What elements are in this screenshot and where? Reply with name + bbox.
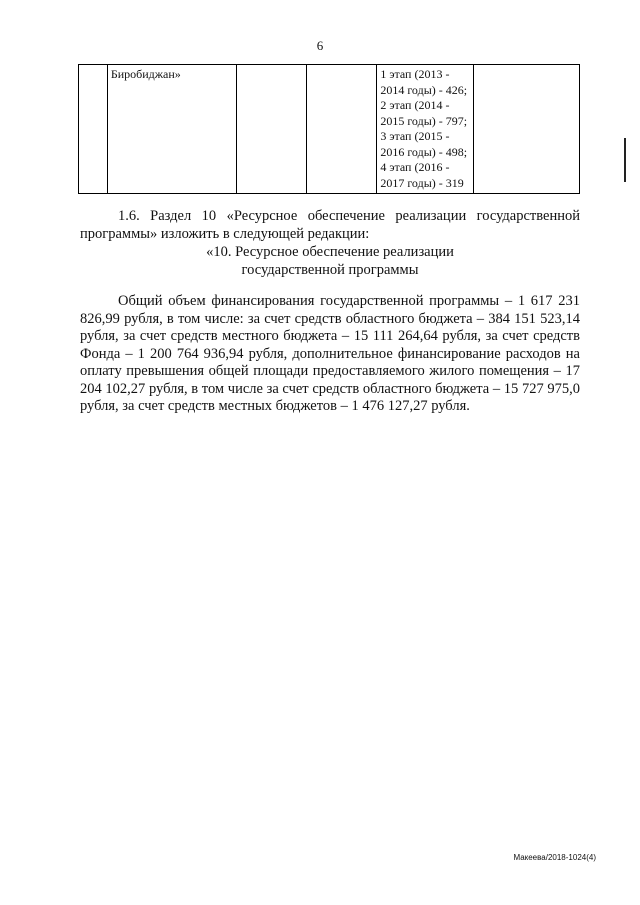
- stage-line: 3 этап (2015 -: [380, 129, 450, 143]
- stage-line: 4 этап (2016 -: [380, 160, 450, 174]
- document-code: Макеева/2018-1024(4): [513, 853, 596, 862]
- table-cell-city: Биробиджан»: [107, 65, 237, 194]
- page-number: 6: [316, 38, 324, 53]
- margin-mark: [624, 138, 626, 182]
- table-cell-empty: [473, 65, 579, 194]
- stage-line: 1 этап (2013 -: [380, 67, 450, 81]
- stage-line: 2014 годы) - 426;: [380, 82, 468, 97]
- table-cell-number: [79, 65, 108, 194]
- table-cell-empty: [237, 65, 306, 194]
- section-heading-line: государственной программы: [241, 261, 419, 278]
- stage-line: 2016 годы) - 498;: [380, 144, 468, 159]
- section-heading-line: «10. Ресурсное обеспечение реализации: [206, 244, 454, 260]
- table-cell-stages: [377, 65, 473, 194]
- funding-paragraph: Общий объем финансирования государственной программы – 1 617 231 826,99 рубля, в том числе: за счет средств областного бюджета – 384 151 523,14 рубля, за счет средств местного бюджета – 15 111 264,64 рубля, за счет средств Фонда – 1 200 764 936,94 рубля, дополнительное финансирование расходов на оплату превышения общей площади предоставляемого жилого помещения – 17 204 102,27 рубля, в том числе за счет средств областного бюджета – 15 727 975,0 рубля, за счет средств местных бюджетов – 1 476 127,27 рубля.: [80, 293, 580, 414]
- section-heading: [80, 244, 580, 279]
- continuation-table: [78, 64, 580, 194]
- stage-line: 2017 годы) - 319: [380, 175, 464, 190]
- stage-line: 2 этап (2014 -: [380, 98, 450, 112]
- table-row: [79, 65, 580, 194]
- stage-line: 2015 годы) - 797;: [380, 113, 468, 128]
- table-cell-empty: [306, 65, 376, 194]
- amendment-item: 1.6. Раздел 10 «Ресурсное обеспечение реализации государственной программы» изложить в следующей редакции:: [80, 208, 580, 242]
